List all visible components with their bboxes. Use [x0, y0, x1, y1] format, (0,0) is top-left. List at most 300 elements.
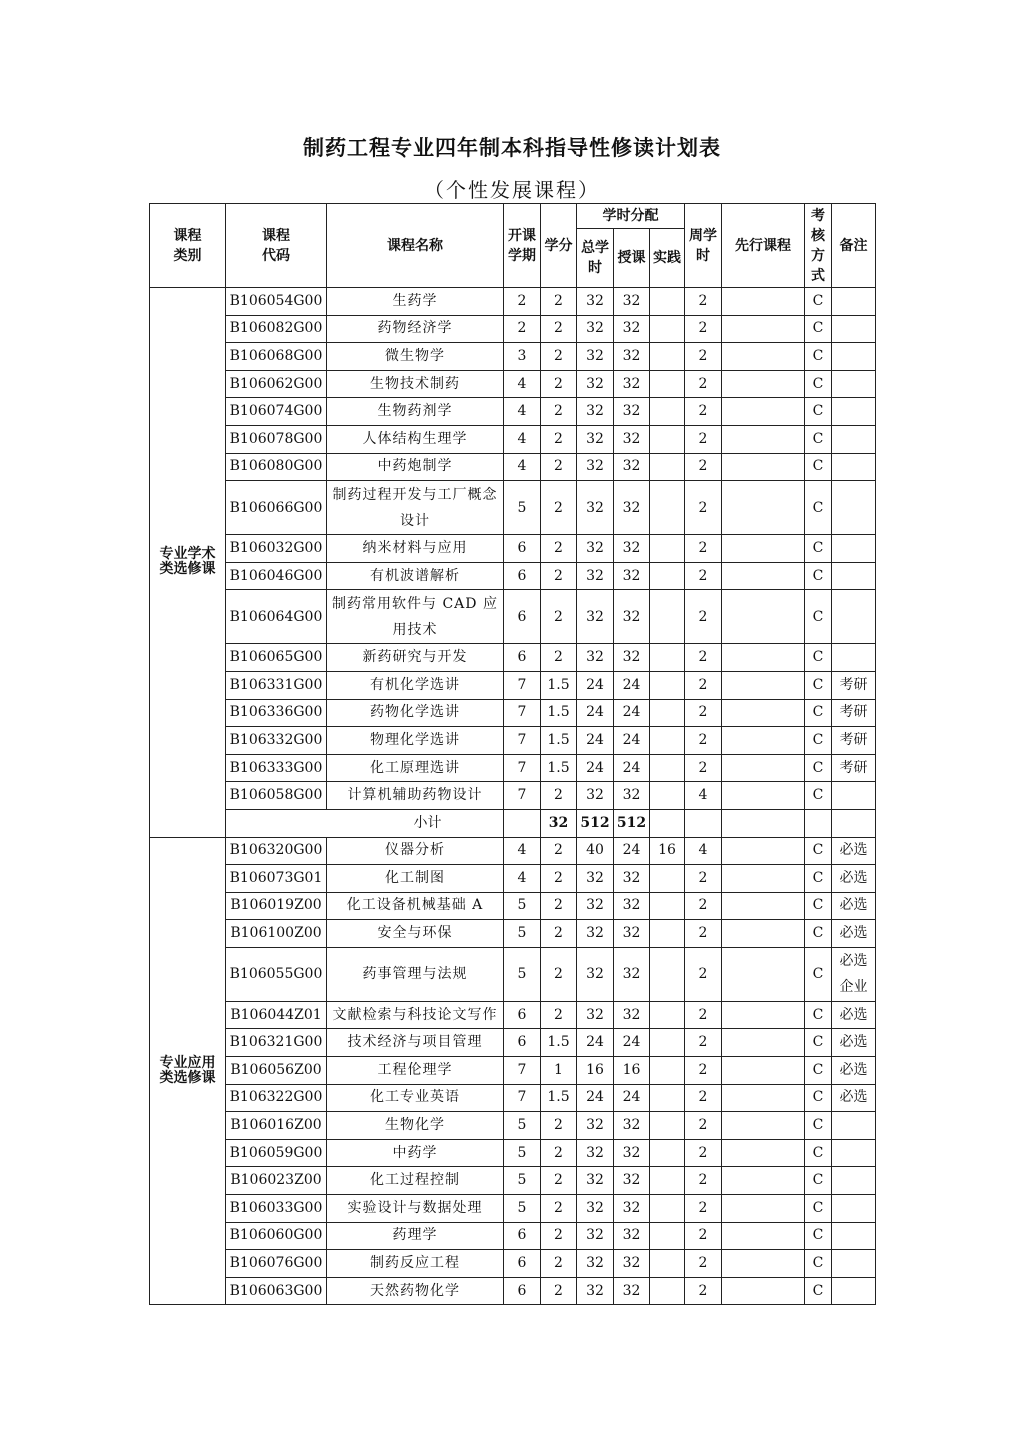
practice-hours-cell	[650, 1057, 685, 1085]
assessment-cell: C	[805, 398, 832, 426]
prereq-cell	[722, 644, 805, 672]
table-row	[150, 865, 876, 893]
table-row	[150, 562, 876, 590]
credits-cell: 2	[541, 590, 577, 644]
total-hours-cell: 24	[577, 699, 614, 727]
total-hours-cell: 32	[577, 947, 614, 1001]
total-hours-cell: 32	[577, 590, 614, 644]
total-hours-cell: 32	[577, 288, 614, 316]
credits-cell: 2	[541, 535, 577, 563]
weekly-hours-cell: 2	[685, 1250, 722, 1278]
semester-cell: 3	[504, 343, 541, 371]
semester-cell: 5	[504, 1139, 541, 1167]
remark-cell	[832, 425, 876, 453]
course-name: 纳米材料与应用	[327, 535, 504, 563]
header-weekly: 周学时	[685, 204, 722, 288]
assessment-cell: C	[805, 865, 832, 893]
course-name: 药物经济学	[327, 315, 504, 343]
total-hours-cell: 32	[577, 920, 614, 948]
credits-cell: 1.5	[541, 671, 577, 699]
practice-hours-cell: 16	[650, 837, 685, 865]
header-code: 课程代码	[226, 204, 327, 288]
course-name: 文献检索与科技论文写作	[327, 1001, 504, 1029]
course-name: 人体结构生理学	[327, 425, 504, 453]
total-hours-cell: 32	[577, 644, 614, 672]
category-label: 专业学术类选修课	[159, 546, 216, 578]
prereq-cell	[722, 1139, 805, 1167]
prereq-cell	[722, 343, 805, 371]
weekly-hours-cell: 2	[685, 370, 722, 398]
assessment-cell: C	[805, 288, 832, 316]
course-code: B106331G00	[226, 671, 327, 699]
remark-cell: 必选	[832, 920, 876, 948]
credits-cell: 2	[541, 644, 577, 672]
course-code: B106332G00	[226, 727, 327, 755]
lecture-hours-cell: 32	[614, 1195, 650, 1223]
weekly-hours-cell: 2	[685, 590, 722, 644]
weekly-hours-cell: 2	[685, 892, 722, 920]
subtotal-total-hours: 512	[577, 809, 614, 837]
practice-hours-cell	[650, 562, 685, 590]
course-code: B106078G00	[226, 425, 327, 453]
practice-hours-cell	[650, 453, 685, 481]
practice-hours-cell	[650, 727, 685, 755]
remark-cell	[832, 1112, 876, 1140]
remark-cell	[832, 1195, 876, 1223]
table-row	[150, 481, 876, 535]
prereq-cell	[722, 727, 805, 755]
credits-cell: 1	[541, 1057, 577, 1085]
semester-cell: 5	[504, 920, 541, 948]
remark-cell	[832, 782, 876, 810]
credits-cell: 2	[541, 837, 577, 865]
lecture-hours-cell: 32	[614, 535, 650, 563]
prereq-cell	[722, 315, 805, 343]
lecture-hours-cell: 24	[614, 1084, 650, 1112]
semester-cell: 4	[504, 865, 541, 893]
weekly-hours-cell: 4	[685, 782, 722, 810]
remark-cell	[832, 644, 876, 672]
lecture-hours-cell: 24	[614, 699, 650, 727]
lecture-hours-cell: 16	[614, 1057, 650, 1085]
practice-hours-cell	[650, 590, 685, 644]
lecture-hours-cell: 24	[614, 754, 650, 782]
practice-hours-cell	[650, 1167, 685, 1195]
weekly-hours-cell: 2	[685, 754, 722, 782]
semester-cell: 4	[504, 398, 541, 426]
credits-cell: 1.5	[541, 699, 577, 727]
course-code: B106044Z01	[226, 1001, 327, 1029]
total-hours-cell: 32	[577, 1167, 614, 1195]
weekly-hours-cell: 2	[685, 425, 722, 453]
semester-cell: 6	[504, 1029, 541, 1057]
remark-cell: 考研	[832, 754, 876, 782]
course-code: B106333G00	[226, 754, 327, 782]
course-name: 实验设计与数据处理	[327, 1195, 504, 1223]
prereq-cell	[722, 1222, 805, 1250]
course-name: 天然药物化学	[327, 1277, 504, 1305]
weekly-hours-cell: 2	[685, 1112, 722, 1140]
lecture-hours-cell: 32	[614, 288, 650, 316]
weekly-hours-cell: 4	[685, 837, 722, 865]
total-hours-cell: 24	[577, 1084, 614, 1112]
prereq-cell	[722, 1277, 805, 1305]
credits-cell: 2	[541, 1139, 577, 1167]
remark-cell: 必选	[832, 1029, 876, 1057]
remark-cell	[832, 481, 876, 535]
lecture-hours-cell: 32	[614, 1139, 650, 1167]
assessment-cell: C	[805, 1057, 832, 1085]
prereq-cell	[722, 837, 805, 865]
credits-cell: 2	[541, 425, 577, 453]
course-name: 化工制图	[327, 865, 504, 893]
course-code: B106023Z00	[226, 1167, 327, 1195]
semester-cell: 5	[504, 1195, 541, 1223]
remark-cell	[832, 1277, 876, 1305]
credits-cell: 2	[541, 1250, 577, 1278]
course-name: 药事管理与法规	[327, 947, 504, 1001]
credits-cell: 2	[541, 1167, 577, 1195]
practice-hours-cell	[650, 343, 685, 371]
prereq-cell	[722, 590, 805, 644]
course-name: 制药反应工程	[327, 1250, 504, 1278]
prereq-cell	[722, 453, 805, 481]
course-code: B106080G00	[226, 453, 327, 481]
assessment-cell: C	[805, 920, 832, 948]
lecture-hours-cell: 32	[614, 1001, 650, 1029]
course-code: B106063G00	[226, 1277, 327, 1305]
header-lecture: 授课	[614, 229, 650, 288]
prereq-cell	[722, 920, 805, 948]
course-name: 安全与环保	[327, 920, 504, 948]
assessment-cell: C	[805, 837, 832, 865]
remark-cell: 考研	[832, 727, 876, 755]
course-code: B106320G00	[226, 837, 327, 865]
assessment-cell: C	[805, 1222, 832, 1250]
course-code: B106060G00	[226, 1222, 327, 1250]
remark-cell: 必选	[832, 1057, 876, 1085]
weekly-hours-cell: 2	[685, 1139, 722, 1167]
assessment-cell: C	[805, 1112, 832, 1140]
prereq-cell	[722, 1084, 805, 1112]
prereq-cell	[722, 535, 805, 563]
table-row	[150, 782, 876, 810]
practice-hours-cell	[650, 1084, 685, 1112]
credits-cell: 2	[541, 1277, 577, 1305]
table-row	[150, 343, 876, 371]
practice-hours-cell	[650, 288, 685, 316]
assessment-cell: C	[805, 343, 832, 371]
remark-cell	[832, 398, 876, 426]
course-name: 化工专业英语	[327, 1084, 504, 1112]
weekly-hours-cell: 2	[685, 562, 722, 590]
course-name: 中药学	[327, 1139, 504, 1167]
prereq-cell	[722, 425, 805, 453]
course-name: 计算机辅助药物设计	[327, 782, 504, 810]
weekly-hours-cell: 2	[685, 1057, 722, 1085]
table-row	[150, 425, 876, 453]
practice-hours-cell	[650, 481, 685, 535]
assessment-cell: C	[805, 1001, 832, 1029]
prereq-cell	[722, 865, 805, 893]
weekly-hours-cell: 2	[685, 1222, 722, 1250]
credits-cell: 1.5	[541, 1029, 577, 1057]
course-code: B106062G00	[226, 370, 327, 398]
lecture-hours-cell: 24	[614, 727, 650, 755]
remark-cell	[832, 453, 876, 481]
table-row	[150, 1112, 876, 1140]
assessment-cell: C	[805, 590, 832, 644]
course-name: 微生物学	[327, 343, 504, 371]
course-code: B106336G00	[226, 699, 327, 727]
remark-cell: 必选	[832, 1001, 876, 1029]
practice-hours-cell	[650, 1029, 685, 1057]
course-name: 新药研究与开发	[327, 644, 504, 672]
credits-cell: 2	[541, 562, 577, 590]
lecture-hours-cell: 24	[614, 671, 650, 699]
semester-cell: 5	[504, 1167, 541, 1195]
course-name: 有机波谱解析	[327, 562, 504, 590]
table-row	[150, 1057, 876, 1085]
practice-hours-cell	[650, 535, 685, 563]
prereq-cell	[722, 1167, 805, 1195]
subtotal-credits: 32	[541, 809, 577, 837]
header-practice: 实践	[650, 229, 685, 288]
weekly-hours-cell: 2	[685, 1277, 722, 1305]
assessment-cell: C	[805, 1029, 832, 1057]
lecture-hours-cell: 32	[614, 920, 650, 948]
course-code: B106058G00	[226, 782, 327, 810]
semester-cell: 7	[504, 754, 541, 782]
lecture-hours-cell: 32	[614, 644, 650, 672]
table-row	[150, 535, 876, 563]
total-hours-cell: 32	[577, 453, 614, 481]
assessment-cell: C	[805, 1084, 832, 1112]
practice-hours-cell	[650, 425, 685, 453]
course-code: B106016Z00	[226, 1112, 327, 1140]
remark-cell	[832, 1222, 876, 1250]
course-name: 生物技术制药	[327, 370, 504, 398]
weekly-hours-cell: 2	[685, 920, 722, 948]
document-title: 制药工程专业四年制本科指导性修读计划表	[303, 136, 721, 160]
total-hours-cell: 32	[577, 343, 614, 371]
table-row	[150, 1001, 876, 1029]
course-name: 化工设备机械基础 A	[327, 892, 504, 920]
course-code: B106321G00	[226, 1029, 327, 1057]
subtotal-row	[150, 809, 876, 837]
semester-cell: 4	[504, 425, 541, 453]
weekly-hours-cell: 2	[685, 535, 722, 563]
remark-cell: 考研	[832, 671, 876, 699]
practice-hours-cell	[650, 1222, 685, 1250]
assessment-cell: C	[805, 370, 832, 398]
course-name: 中药炮制学	[327, 453, 504, 481]
course-name: 生药学	[327, 288, 504, 316]
course-code: B106066G00	[226, 481, 327, 535]
course-code: B106054G00	[226, 288, 327, 316]
document-subtitle: （个性发展课程）	[424, 178, 600, 202]
semester-cell: 6	[504, 590, 541, 644]
total-hours-cell: 32	[577, 535, 614, 563]
course-code: B106322G00	[226, 1084, 327, 1112]
practice-hours-cell	[650, 1195, 685, 1223]
header-prereq: 先行课程	[722, 204, 805, 288]
semester-cell: 5	[504, 947, 541, 1001]
course-code: B106076G00	[226, 1250, 327, 1278]
semester-cell: 4	[504, 837, 541, 865]
course-code: B106100Z00	[226, 920, 327, 948]
table-row	[150, 1222, 876, 1250]
credits-cell: 1.5	[541, 727, 577, 755]
semester-cell: 7	[504, 1057, 541, 1085]
prereq-cell	[722, 288, 805, 316]
course-name: 药理学	[327, 1222, 504, 1250]
table-row	[150, 370, 876, 398]
credits-cell: 2	[541, 1112, 577, 1140]
weekly-hours-cell: 2	[685, 947, 722, 1001]
table-row	[150, 920, 876, 948]
assessment-cell: C	[805, 1167, 832, 1195]
credits-cell: 2	[541, 481, 577, 535]
remark-cell	[832, 370, 876, 398]
practice-hours-cell	[650, 1277, 685, 1305]
course-code: B106082G00	[226, 315, 327, 343]
weekly-hours-cell: 2	[685, 481, 722, 535]
total-hours-cell: 32	[577, 562, 614, 590]
credits-cell: 2	[541, 920, 577, 948]
weekly-hours-cell: 2	[685, 343, 722, 371]
total-hours-cell: 24	[577, 727, 614, 755]
remark-cell	[832, 1139, 876, 1167]
course-code: B106033G00	[226, 1195, 327, 1223]
course-name: 化工原理选讲	[327, 754, 504, 782]
assessment-cell: C	[805, 727, 832, 755]
remark-cell: 必选 企业	[832, 947, 876, 1001]
weekly-hours-cell: 2	[685, 865, 722, 893]
table-row	[150, 947, 876, 1001]
credits-cell: 1.5	[541, 1084, 577, 1112]
prereq-cell	[722, 947, 805, 1001]
semester-cell: 6	[504, 562, 541, 590]
assessment-cell: C	[805, 562, 832, 590]
prereq-cell	[722, 1112, 805, 1140]
table-row	[150, 1167, 876, 1195]
remark-cell	[832, 343, 876, 371]
remark-cell	[832, 562, 876, 590]
lecture-hours-cell: 32	[614, 481, 650, 535]
total-hours-cell: 32	[577, 481, 614, 535]
subtotal-assessment	[805, 809, 832, 837]
total-hours-cell: 32	[577, 1001, 614, 1029]
total-hours-cell: 32	[577, 1195, 614, 1223]
table-row	[150, 453, 876, 481]
prereq-cell	[722, 699, 805, 727]
assessment-cell: C	[805, 1277, 832, 1305]
assessment-cell: C	[805, 1139, 832, 1167]
credits-cell: 2	[541, 1195, 577, 1223]
course-code: B106046G00	[226, 562, 327, 590]
course-code: B106065G00	[226, 644, 327, 672]
credits-cell: 2	[541, 892, 577, 920]
table-row	[150, 398, 876, 426]
total-hours-cell: 32	[577, 1139, 614, 1167]
table-row	[150, 590, 876, 644]
course-name: 技术经济与项目管理	[327, 1029, 504, 1057]
weekly-hours-cell: 2	[685, 1029, 722, 1057]
assessment-cell: C	[805, 644, 832, 672]
semester-cell: 4	[504, 370, 541, 398]
course-name: 生物药剂学	[327, 398, 504, 426]
practice-hours-cell	[650, 1139, 685, 1167]
header-total-hours: 总学时	[577, 229, 614, 288]
table-row	[150, 1195, 876, 1223]
course-code: B106059G00	[226, 1139, 327, 1167]
header-name: 课程名称	[327, 204, 504, 288]
semester-cell: 7	[504, 699, 541, 727]
credits-cell: 2	[541, 315, 577, 343]
category-cell	[150, 288, 226, 838]
total-hours-cell: 32	[577, 782, 614, 810]
weekly-hours-cell: 2	[685, 644, 722, 672]
practice-hours-cell	[650, 947, 685, 1001]
practice-hours-cell	[650, 1001, 685, 1029]
weekly-hours-cell: 2	[685, 398, 722, 426]
assessment-cell: C	[805, 754, 832, 782]
remark-cell	[832, 315, 876, 343]
category-label: 专业应用类选修课	[159, 1054, 216, 1086]
practice-hours-cell	[650, 315, 685, 343]
lecture-hours-cell: 32	[614, 892, 650, 920]
lecture-hours-cell: 32	[614, 590, 650, 644]
credits-cell: 2	[541, 1001, 577, 1029]
header-hours-group: 学时分配	[577, 204, 685, 229]
assessment-cell: C	[805, 947, 832, 1001]
practice-hours-cell	[650, 1112, 685, 1140]
course-name: 仪器分析	[327, 837, 504, 865]
subtotal-practice	[650, 809, 685, 837]
total-hours-cell: 32	[577, 1277, 614, 1305]
total-hours-cell: 32	[577, 1250, 614, 1278]
semester-cell: 6	[504, 1277, 541, 1305]
assessment-cell: C	[805, 782, 832, 810]
course-name: 化工过程控制	[327, 1167, 504, 1195]
lecture-hours-cell: 32	[614, 343, 650, 371]
practice-hours-cell	[650, 754, 685, 782]
semester-cell: 4	[504, 453, 541, 481]
credits-cell: 2	[541, 947, 577, 1001]
course-name: 生物化学	[327, 1112, 504, 1140]
semester-cell: 6	[504, 644, 541, 672]
lecture-hours-cell: 32	[614, 315, 650, 343]
credits-cell: 2	[541, 782, 577, 810]
prereq-cell	[722, 671, 805, 699]
remark-cell: 必选	[832, 865, 876, 893]
total-hours-cell: 32	[577, 1222, 614, 1250]
semester-cell: 6	[504, 1250, 541, 1278]
table-row	[150, 1084, 876, 1112]
total-hours-cell: 32	[577, 398, 614, 426]
lecture-hours-cell: 32	[614, 370, 650, 398]
practice-hours-cell	[650, 699, 685, 727]
remark-cell: 考研	[832, 699, 876, 727]
prereq-cell	[722, 1029, 805, 1057]
table-row	[150, 644, 876, 672]
semester-cell: 7	[504, 671, 541, 699]
total-hours-cell: 24	[577, 754, 614, 782]
lecture-hours-cell: 32	[614, 865, 650, 893]
prereq-cell	[722, 562, 805, 590]
total-hours-cell: 40	[577, 837, 614, 865]
